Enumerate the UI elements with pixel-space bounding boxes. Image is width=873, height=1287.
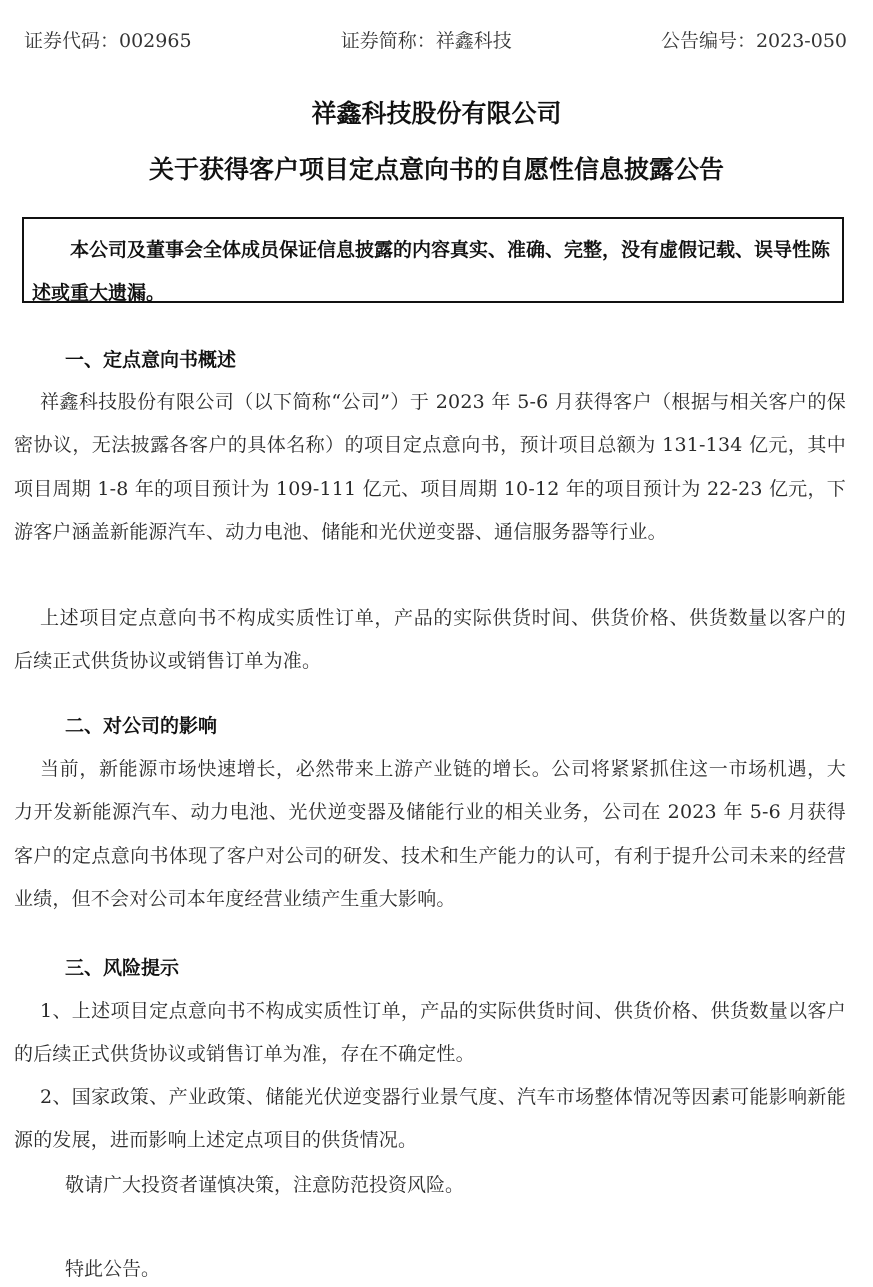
overview-paragraph-1: 祥鑫科技股份有限公司（以下简称“公司”）于 2023 年 5-6 月获得客户（根据与相关客户的保密协议，无法披露各客户的具体名称）的项目定点意向书，预计项目总额为 131-134 亿元，其中项目周期 1-8 年的项目预计为 109-111 亿元、项目周期 10-12 年的项目预计为 22-23 亿元，下游客户涵盖新能源汽车、动力电池、储能和光伏逆变器、通信服务器等行业。 — [14, 391, 846, 543]
section-heading-impact: 二、对公司的影响 — [65, 715, 218, 737]
risk-item-2: 2、国家政策、产业政策、储能光伏逆变器行业景气度、汽车市场整体情况等因素可能影响新能源的发展，进而影响上述定点项目的供货情况。 — [14, 1086, 846, 1152]
section-heading-overview: 一、定点意向书概述 — [65, 349, 237, 371]
board-guarantee-notice: 本公司及董事会全体成员保证信息披露的内容真实、准确、完整，没有虚假记载、误导性陈述或重大遗漏。 — [22, 217, 844, 303]
section-heading-risk: 三、风险提示 — [65, 957, 180, 979]
impact-paragraph: 当前，新能源市场快速增长，必然带来上游产业链的增长。公司将紧紧抓住这一市场机遇，大力开发新能源汽车、动力电池、光伏逆变器及储能行业的相关业务，公司在 2023 年 5-6 月获得客户的定点意向书体现了客户对公司的研发、技术和生产能力的认可，有利于提升公司未来的经营业绩，但不会对公司本年度经营业绩产生重大影响。 — [14, 758, 846, 910]
investor-warning: 敬请广大投资者谨慎决策，注意防范投资风险。 — [65, 1174, 465, 1196]
announcement-number: 公告编号：2023-050 — [660, 30, 847, 52]
risk-item-1: 1、上述项目定点意向书不构成实质性订单，产品的实际供货时间、供货价格、供货数量以客户的后续正式供货协议或销售订单为准，存在不确定性。 — [14, 1000, 846, 1066]
overview-paragraph-2: 上述项目定点意向书不构成实质性订单，产品的实际供货时间、供货价格、供货数量以客户的后续正式供货协议或销售订单为准。 — [14, 607, 846, 673]
closing-statement: 特此公告。 — [65, 1258, 161, 1280]
stock-code: 证券代码：002965 — [24, 30, 192, 52]
stock-name: 证券简称：祥鑫科技 — [340, 30, 512, 52]
company-title: 祥鑫科技股份有限公司 — [311, 99, 562, 128]
document-header — [24, 26, 847, 53]
announcement-title: 关于获得客户项目定点意向书的自愿性信息披露公告 — [148, 155, 724, 184]
